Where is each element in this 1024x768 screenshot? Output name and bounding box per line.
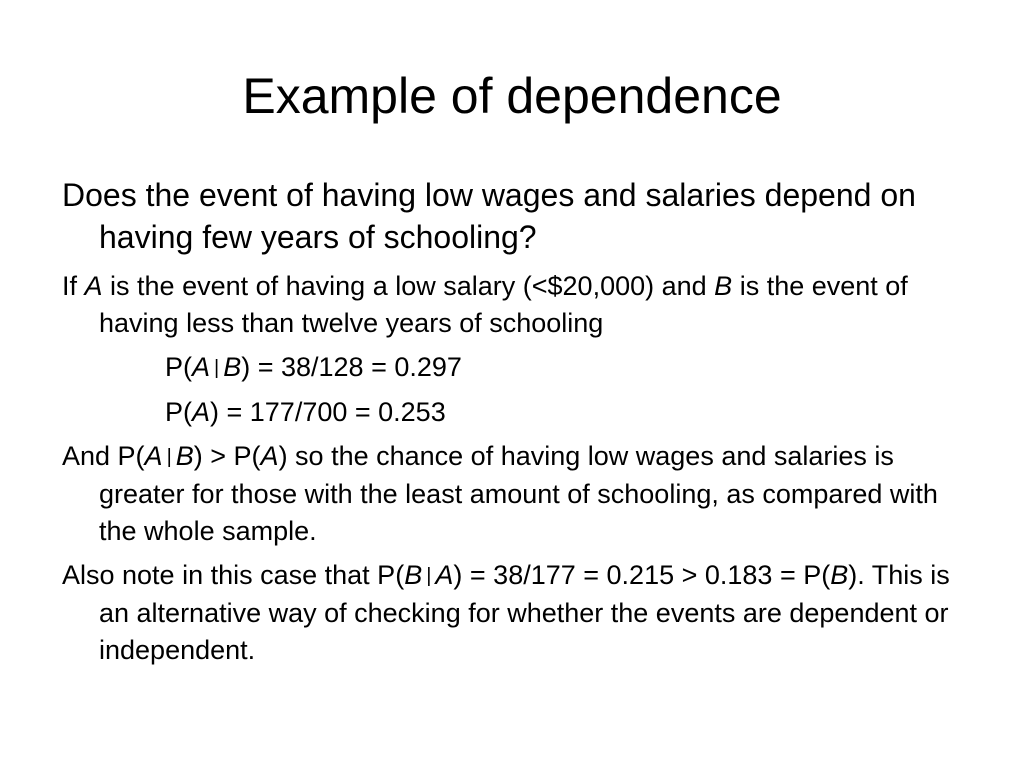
variable-a: A	[192, 397, 211, 427]
marginal-probability-formula	[165, 394, 982, 431]
definition-text-2: is the event of having a low salary (<$20,000) and	[102, 271, 715, 301]
formula-p-open: P(	[165, 397, 192, 427]
definition-text-1: If	[62, 271, 85, 301]
definition-bullet	[62, 268, 982, 342]
note-bullet	[62, 557, 982, 669]
variable-a: A	[435, 560, 454, 590]
given-bar: |	[166, 446, 172, 468]
conclusion-text-2: ) > P(	[193, 441, 261, 471]
variable-b: B	[830, 560, 849, 590]
formula-result: ) = 177/700 = 0.253	[210, 397, 446, 427]
variable-a: A	[260, 441, 279, 471]
formula-p-open: P(	[165, 352, 192, 382]
note-text-1: Also note in this case that P(	[62, 560, 405, 590]
variable-b: B	[175, 441, 194, 471]
variable-a: A	[144, 441, 163, 471]
conclusion-text-3: ) so the chance of having low wages and salaries is greater for those with the least amount of schooling, as compared with the whole sample.	[99, 441, 938, 546]
variable-b: B	[404, 560, 423, 590]
given-bar: |	[214, 357, 220, 379]
slide-body	[62, 174, 982, 676]
variable-a: A	[192, 352, 211, 382]
conclusion-text-1: And P(	[62, 441, 145, 471]
definition-text-3: is the event of having less than twelve years of schooling	[99, 271, 908, 338]
variable-b: B	[714, 271, 733, 301]
conclusion-bullet	[62, 438, 982, 550]
question-bullet: Does the event of having low wages and salaries depend on having few years of schooling?	[62, 177, 916, 255]
slide-title: Example of dependence	[242, 68, 782, 124]
variable-a: A	[84, 271, 103, 301]
note-text-2: ) = 38/177 = 0.215 > 0.183 = P(	[453, 560, 831, 590]
conditional-probability-formula	[165, 349, 982, 387]
given-bar: |	[426, 565, 432, 587]
formula-result: ) = 38/128 = 0.297	[241, 352, 462, 382]
variable-b: B	[223, 352, 242, 382]
note-text-3: ). This is an alternative way of checking for whether the events are dependent or independent.	[99, 560, 950, 665]
